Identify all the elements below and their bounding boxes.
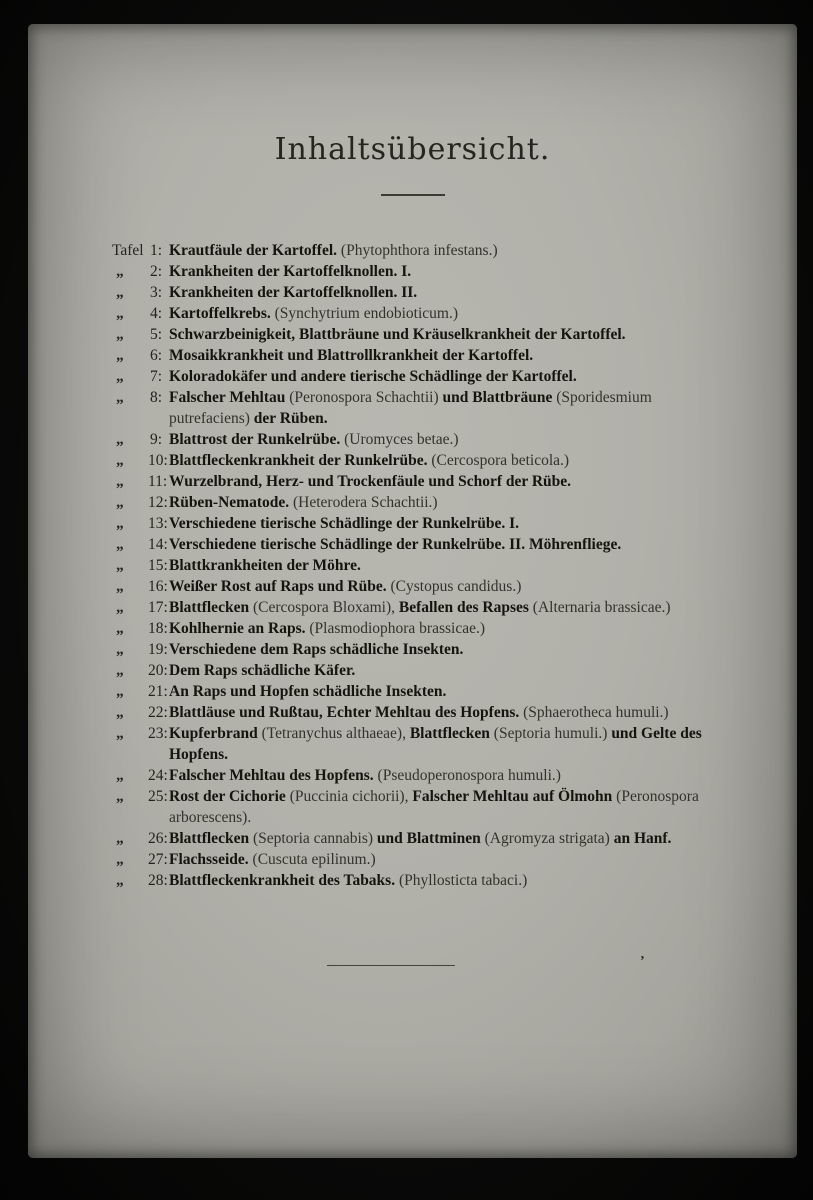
entry-name-bold: Verschiedene dem Raps schädliche Insekten. (169, 641, 464, 658)
tafel-number: 27: (148, 851, 168, 868)
tafel-number: 17: (148, 599, 168, 616)
tafel-entry-text (162, 555, 702, 576)
toc-row (112, 618, 702, 639)
entry-name-bold: Dem Raps schädliche Käfer. (169, 662, 356, 679)
tafel-repeat-mark: „ (116, 263, 124, 280)
entry-latin-name: (Cuscuta epilinum.) (252, 851, 376, 868)
entry-name-bold: der Rüben. (253, 410, 328, 427)
entry-name-bold: Blattfleckenkrankheit der Runkelrübe. (169, 452, 432, 469)
toc-row (112, 240, 702, 261)
toc-row (112, 324, 702, 345)
entry-latin-name: (Septoria cannabis) (252, 830, 377, 847)
entry-name-bold: Kupferbrand (169, 725, 262, 742)
toc-row (112, 576, 702, 597)
tafel-repeat-mark: „ (116, 788, 124, 805)
entry-name-bold: Koloradokäfer und andere tierische Schädlinge der Kartoffel. (169, 368, 577, 385)
toc-row (112, 387, 702, 429)
entry-latin-name: (Peronospora arborescens). (169, 788, 699, 826)
tafel-repeat-mark: „ (116, 326, 124, 343)
toc-row (112, 492, 702, 513)
tafel-entry-text (162, 702, 702, 723)
tafel-entry-text (162, 534, 702, 555)
tafel-number: 4: (149, 305, 162, 322)
entry-latin-name: (Agromyza strigata) (484, 830, 614, 847)
toc-row (112, 429, 702, 450)
tafel-repeat-mark: „ (116, 431, 124, 448)
toc-row (112, 828, 702, 849)
tafel-repeat-mark: „ (116, 851, 124, 868)
tafel-repeat-mark: „ (116, 368, 124, 385)
tafel-entry-text (162, 303, 702, 324)
tafel-number: 22: (148, 704, 168, 721)
entry-name-bold: Krautfäule der Kartoffel. (169, 242, 341, 259)
tafel-entry-text (162, 870, 702, 891)
tafel-repeat-mark: „ (116, 620, 124, 637)
toc-row (112, 597, 702, 618)
toc-row (112, 366, 702, 387)
bottom-divider-rule (327, 965, 455, 966)
tafel-entry-text (162, 366, 702, 387)
tafel-number: 3: (149, 284, 162, 301)
entry-latin-name: (Septoria humuli.) (493, 725, 612, 742)
toc-row (112, 870, 702, 891)
entry-latin-name: (Sporidesmium putrefaciens) (169, 389, 652, 427)
tafel-number: 25: (148, 788, 168, 805)
tafel-entry-text (162, 492, 702, 513)
entry-latin-name: (Synchytrium endobioticum.) (274, 305, 458, 322)
toc-row (112, 534, 702, 555)
entry-latin-name: (Cercospora beticola.) (431, 452, 570, 469)
entry-name-bold: Falscher Mehltau auf Ölmohn (412, 788, 617, 805)
tafel-entry-text (162, 240, 702, 261)
tafel-repeat-mark: „ (116, 347, 124, 364)
tafel-repeat-mark: „ (116, 767, 124, 784)
tafel-repeat-mark: „ (116, 662, 124, 679)
entry-name-bold: Verschiedene tierische Schädlinge der Runkelrübe. II. Möhrenfliege. (169, 536, 622, 553)
entry-latin-name: (Plasmodiophora brassicae.) (309, 620, 486, 637)
tafel-entry-text (162, 576, 702, 597)
tafel-repeat-mark: „ (116, 473, 124, 490)
entry-latin-name: (Alternaria brassicae.) (532, 599, 671, 616)
tafel-entry-text (162, 387, 702, 429)
entry-name-bold: und Gelte des Hopfens. (169, 725, 702, 763)
tafel-number: 18: (148, 620, 168, 637)
entry-name-bold: und Blattbräune (442, 389, 557, 406)
tafel-repeat-mark: „ (116, 284, 124, 301)
toc-list (28, 240, 797, 891)
tafel-number: 8: (149, 389, 162, 406)
tafel-repeat-mark: „ (116, 641, 124, 658)
toc-row (112, 282, 702, 303)
toc-row (112, 702, 702, 723)
toc-row (112, 555, 702, 576)
entry-name-bold: Rüben-Nematode. (169, 494, 293, 511)
toc-row (112, 681, 702, 702)
tafel-entry-text (162, 723, 702, 765)
tafel-entry-text (162, 324, 702, 345)
entry-latin-name: (Puccinia cichorii), (289, 788, 413, 805)
entry-name-bold: Wurzelbrand, Herz- und Trockenfäule und Schorf der Rübe. (169, 473, 572, 490)
tafel-number: 5: (149, 326, 162, 343)
tafel-number: 23: (148, 725, 168, 742)
tafel-number: 12: (148, 494, 168, 511)
page-title: Inhaltsübersicht. (274, 132, 551, 167)
entry-name-bold: Blattkrankheiten der Möhre. (169, 557, 361, 574)
tafel-number: 24: (148, 767, 168, 784)
tafel-entry-text (162, 471, 702, 492)
entry-name-bold: Befallen des Rapses (398, 599, 533, 616)
tafel-repeat-mark: „ (116, 536, 124, 553)
tafel-entry-text (162, 765, 702, 786)
tafel-entry-text (162, 828, 702, 849)
tafel-repeat-mark: „ (116, 872, 124, 889)
tafel-repeat-mark: „ (116, 557, 124, 574)
toc-row (112, 723, 702, 765)
tafel-number: 19: (148, 641, 168, 658)
tafel-number: 21: (148, 683, 168, 700)
entry-name-bold: Falscher Mehltau des Hopfens. (169, 767, 378, 784)
tafel-entry-text (162, 261, 702, 282)
tafel-entry-text (162, 513, 702, 534)
tafel-entry-text (162, 639, 702, 660)
toc-row (112, 450, 702, 471)
toc-row (112, 786, 702, 828)
entry-name-bold: Krankheiten der Kartoffelknollen. I. (169, 263, 412, 280)
tafel-entry-text (162, 618, 702, 639)
entry-latin-name: (Cystopus candidus.) (390, 578, 522, 595)
entry-name-bold: Krankheiten der Kartoffelknollen. II. (169, 284, 418, 301)
tafel-number: 26: (148, 830, 168, 847)
entry-latin-name: (Phytophthora infestans.) (340, 242, 498, 259)
tafel-number: 28: (148, 872, 168, 889)
tafel-repeat-mark: „ (116, 830, 124, 847)
entry-latin-name: (Heterodera Schachtii.) (293, 494, 438, 511)
title-divider-rule (381, 194, 445, 196)
tafel-entry-text (162, 597, 702, 618)
tafel-number: 6: (149, 347, 162, 364)
entry-latin-name: (Pseudoperonospora humuli.) (377, 767, 561, 784)
entry-name-bold: Flachsseide. (169, 851, 253, 868)
entry-latin-name: (Peronospora Schachtii) (289, 389, 443, 406)
tafel-repeat-mark: „ (116, 389, 124, 406)
toc-row (112, 471, 702, 492)
tafel-entry-text (162, 681, 702, 702)
tafel-number: 16: (148, 578, 168, 595)
entry-name-bold: Mosaikkrankheit und Blattrollkrankheit der Kartoffel. (169, 347, 534, 364)
entry-name-bold: Verschiedene tierische Schädlinge der Runkelrübe. I. (169, 515, 520, 532)
entry-name-bold: Blattflecken (409, 725, 494, 742)
entry-latin-name: (Phyllosticta tabaci.) (398, 872, 528, 889)
tafel-repeat-mark: „ (116, 704, 124, 721)
tafel-number: 1: (149, 242, 162, 259)
tafel-number: 2: (149, 263, 162, 280)
tafel-repeat-mark: „ (116, 578, 124, 595)
tafel-entry-text (162, 429, 702, 450)
tafel-entry-text (162, 786, 702, 828)
entry-name-bold: Blattläuse und Rußtau, Echter Mehltau des Hopfens. (169, 704, 524, 721)
tafel-entry-text (162, 282, 702, 303)
tafel-number: 10: (148, 452, 168, 469)
tafel-repeat-mark: „ (116, 725, 124, 742)
entry-name-bold: Blattrost der Runkelrübe. (169, 431, 345, 448)
entry-latin-name: (Tetranychus althaeae), (261, 725, 410, 742)
entry-name-bold: an Hanf. (613, 830, 672, 847)
entry-name-bold: Weißer Rost auf Raps und Rübe. (169, 578, 391, 595)
entry-name-bold: Kohlhernie an Raps. (169, 620, 310, 637)
tafel-repeat-mark: „ (116, 494, 124, 511)
tafel-repeat-mark: „ (116, 599, 124, 616)
ink-mark-artifact: ʼ (640, 954, 645, 969)
toc-row (112, 765, 702, 786)
entry-name-bold: Rost der Cichorie (169, 788, 290, 805)
tafel-number: 7: (149, 368, 162, 385)
toc-row (112, 303, 702, 324)
entry-latin-name: (Sphaerotheca humuli.) (523, 704, 669, 721)
entry-name-bold: Kartoffelkrebs. (169, 305, 275, 322)
tafel-entry-text (162, 660, 702, 681)
tafel-repeat-mark: „ (116, 305, 124, 322)
tafel-repeat-mark: „ (116, 452, 124, 469)
entry-name-bold: Blattflecken (169, 599, 253, 616)
tafel-entry-text (162, 345, 702, 366)
toc-row (112, 513, 702, 534)
entry-latin-name: (Uromyces betae.) (344, 431, 459, 448)
entry-name-bold: Blattfleckenkrankheit des Tabaks. (169, 872, 399, 889)
toc-row (112, 849, 702, 870)
tafel-number: 20: (148, 662, 168, 679)
book-page (28, 24, 797, 1158)
tafel-number: 11: (148, 473, 168, 490)
tafel-number: 14: (148, 536, 168, 553)
toc-row (112, 261, 702, 282)
tafel-number: 15: (148, 557, 168, 574)
entry-latin-name: (Cercospora Bloxami), (252, 599, 399, 616)
entry-name-bold: Blattflecken (169, 830, 253, 847)
toc-row (112, 345, 702, 366)
tafel-entry-text (162, 450, 702, 471)
tafel-repeat-mark: „ (116, 515, 124, 532)
entry-name-bold: Schwarzbeinigkeit, Blattbräune und Kräuselkrankheit der Kartoffel. (169, 326, 626, 343)
tafel-label: Tafel (112, 242, 144, 259)
entry-name-bold: Falscher Mehltau (169, 389, 290, 406)
tafel-repeat-mark: „ (116, 683, 124, 700)
tafel-number: 13: (148, 515, 168, 532)
tafel-number: 9: (149, 431, 162, 448)
entry-name-bold: und Blattminen (376, 830, 485, 847)
tafel-entry-text (162, 849, 702, 870)
entry-name-bold: An Raps und Hopfen schädliche Insekten. (169, 683, 447, 700)
toc-row (112, 660, 702, 681)
toc-row (112, 639, 702, 660)
